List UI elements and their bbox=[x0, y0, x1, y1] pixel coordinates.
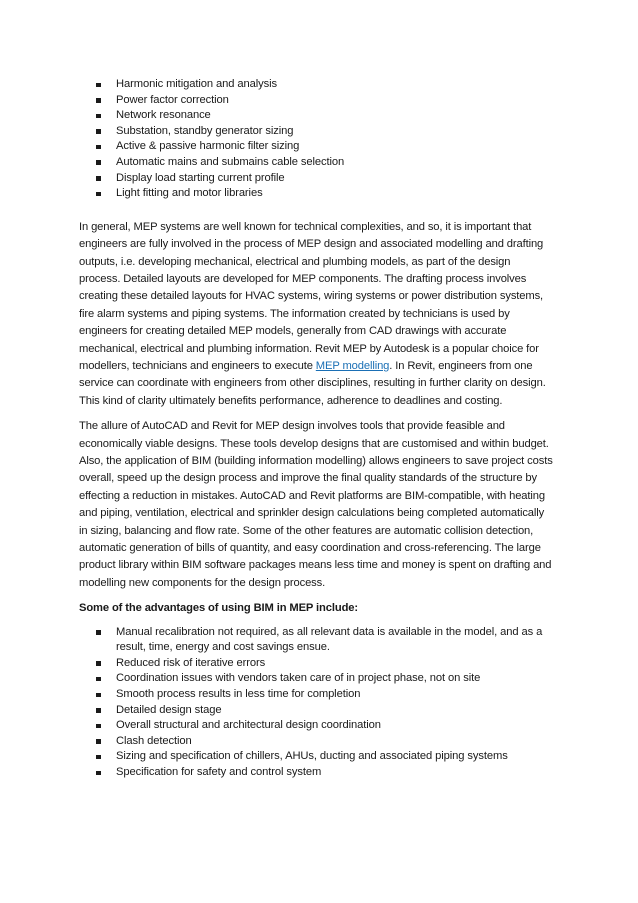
advantages-bullet-list bbox=[79, 625, 553, 781]
square-bullet-icon bbox=[96, 771, 101, 776]
square-bullet-icon bbox=[96, 129, 101, 134]
square-bullet-icon bbox=[96, 693, 101, 698]
list-item: Manual recalibration not required, as all relevant data is available in the model, and as a result, time, energy and cost savings ensue. bbox=[79, 625, 553, 656]
paragraph-autocad-revit: The allure of AutoCAD and Revit for MEP design involves tools that provide feasible and economically viable designs. These tools develop designs that are customised and within budget. Also, the application of BIM (building information modelling) allows engineers to save project costs overall, speed up the design process and improve the final quality standards of the structure by effecting a reduction in mistakes. AutoCAD and Revit platforms are BIM-compatible, with heating and piping, ventilation, electrical and sprinkler design calculations being completed automatically in sizing, balancing and flow rate. Some of the other features are automatic collision detection, automatic generation of bills of quantity, and easy coordination and cross-referencing. The large product library within BIM software packages means less time and money is spent on drafting and modelling new components for the design process. bbox=[79, 420, 553, 589]
square-bullet-icon bbox=[96, 98, 101, 103]
mep-modelling-link[interactable]: MEP modelling bbox=[315, 360, 390, 372]
top-bullet-list bbox=[79, 77, 553, 202]
list-item: Light fitting and motor libraries bbox=[79, 186, 553, 202]
square-bullet-icon bbox=[96, 83, 101, 88]
square-bullet-icon bbox=[96, 145, 101, 150]
square-bullet-icon bbox=[96, 708, 101, 713]
square-bullet-icon bbox=[96, 630, 101, 635]
square-bullet-icon bbox=[96, 724, 101, 729]
square-bullet-icon bbox=[96, 160, 101, 165]
list-item: Substation, standby generator sizing bbox=[79, 124, 553, 140]
list-item: Clash detection bbox=[79, 734, 553, 750]
square-bullet-icon bbox=[96, 192, 101, 197]
square-bullet-icon bbox=[96, 755, 101, 760]
square-bullet-icon bbox=[96, 677, 101, 682]
list-item: Power factor correction bbox=[79, 93, 553, 109]
square-bullet-icon bbox=[96, 176, 101, 181]
list-item: Display load starting current profile bbox=[79, 171, 553, 187]
list-item: Specification for safety and control system bbox=[79, 765, 553, 781]
square-bullet-icon bbox=[96, 739, 101, 744]
page-content bbox=[79, 77, 553, 781]
list-item: Overall structural and architectural design coordination bbox=[79, 718, 553, 734]
section-heading: Some of the advantages of using BIM in MEP include: bbox=[79, 602, 358, 615]
list-item: Network resonance bbox=[79, 108, 553, 124]
list-item: Active & passive harmonic filter sizing bbox=[79, 139, 553, 155]
list-item: Smooth process results in less time for completion bbox=[79, 687, 553, 703]
list-item: Reduced risk of iterative errors bbox=[79, 656, 553, 672]
paragraph-text: . In Revit, engineers from one service can coordinate with engineers from other disciplines, resulting in further clarity on design. This kind of clarity ultimately benefits performance, adherence to deadlines and costing. bbox=[79, 360, 546, 407]
list-item: Coordination issues with vendors taken care of in project phase, not on site bbox=[79, 671, 553, 687]
square-bullet-icon bbox=[96, 114, 101, 119]
list-item: Automatic mains and submains cable selection bbox=[79, 155, 553, 171]
list-item: Sizing and specification of chillers, AHUs, ducting and associated piping systems bbox=[79, 749, 553, 765]
list-item: Harmonic mitigation and analysis bbox=[79, 77, 553, 93]
paragraph-mep-systems bbox=[79, 219, 553, 410]
paragraph-text: In general, MEP systems are well known for technical complexities, and so, it is important that engineers are fully involved in the process of MEP design and associated modelling and drafting outputs, i.e. developing mechanical, electrical and plumbing models, as part of the design process. Detailed layouts are developed for MEP components. The drafting process involves creating these detailed layouts for HVAC systems, wiring systems or power distribution systems, fire alarm systems and piping systems. The information created by technicians is used by engineers for creating detailed MEP models, generally from CAD drawings with accurate mechanical, electrical and plumbing information. Revit MEP by Autodesk is a popular choice for modellers, technicians and engineers to execute bbox=[79, 220, 544, 372]
list-item: Detailed design stage bbox=[79, 703, 553, 719]
square-bullet-icon bbox=[96, 661, 101, 666]
